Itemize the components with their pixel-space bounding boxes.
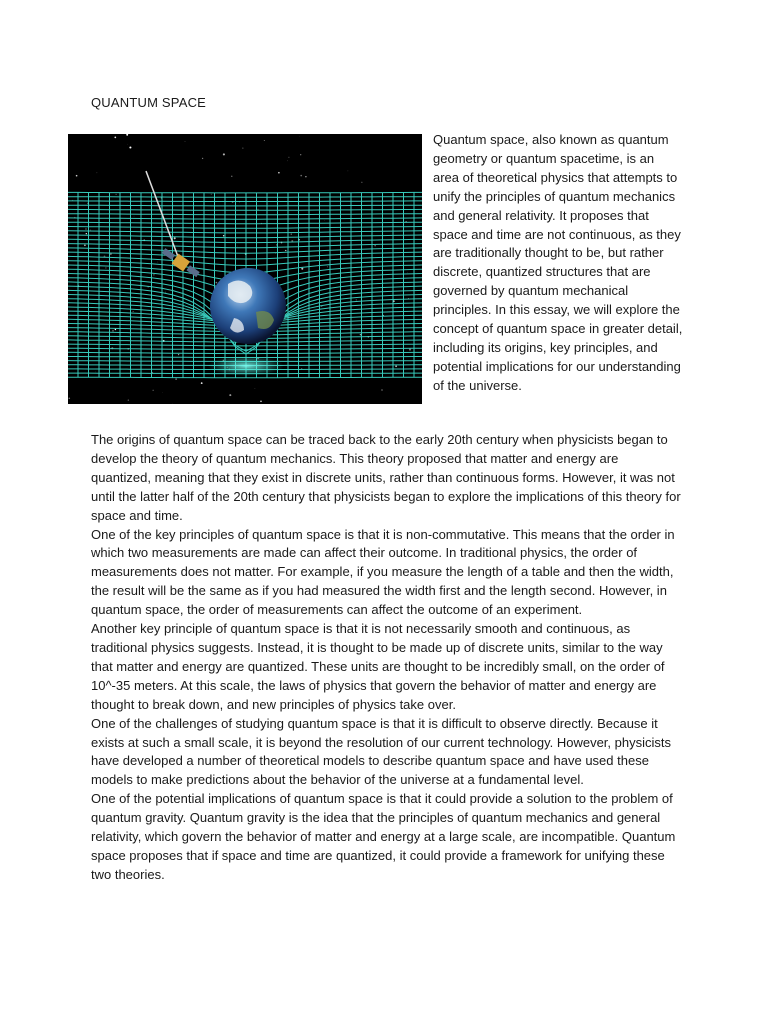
star: [242, 148, 243, 149]
star: [375, 245, 376, 246]
star: [223, 153, 225, 155]
star: [174, 237, 176, 239]
star: [300, 175, 302, 177]
star: [255, 388, 256, 389]
star: [257, 209, 258, 210]
star: [278, 172, 280, 174]
star: [90, 230, 91, 231]
earth-globe: [210, 268, 286, 344]
star: [115, 329, 116, 330]
star: [223, 235, 224, 236]
star: [285, 250, 286, 251]
paragraph: One of the potential implications of quantum space is that it could provide a solution to the problem of quantum gravity. Quantum gravity is the idea that the principles of quantum mechanics and general relativity, which govern the behavior of matter and energy at a large scale, are incompatible. Quantum space proposes that if space and time are quantized, it could provide a framework for unifying these two theories.: [91, 791, 676, 882]
page-title: QUANTUM SPACE: [91, 95, 207, 110]
star: [361, 182, 362, 183]
star: [153, 274, 154, 275]
star: [129, 146, 131, 148]
essay-body: [91, 431, 681, 885]
star: [158, 262, 159, 263]
star: [360, 334, 361, 335]
star: [231, 176, 232, 177]
spacetime-illustration: [68, 134, 422, 404]
star: [114, 137, 116, 139]
star: [291, 234, 292, 235]
star: [105, 267, 106, 268]
star: [95, 372, 96, 373]
star: [321, 306, 322, 307]
star: [133, 311, 134, 312]
star: [356, 299, 357, 300]
star: [395, 365, 397, 367]
star: [348, 171, 349, 172]
star: [288, 157, 289, 158]
star: [327, 266, 328, 267]
star: [165, 229, 166, 230]
star: [216, 282, 218, 284]
star: [300, 154, 301, 155]
star: [260, 401, 262, 403]
star: [211, 194, 212, 195]
star: [409, 349, 411, 351]
star: [305, 176, 306, 177]
star: [153, 390, 154, 391]
paragraph: One of the challenges of studying quantum space is that it is difficult to observe directly. Because it exists at such a small scale, it is beyond the resolution of our current technology. However, physicists have developed a number of theoretical models to describe quantum space and have used these models to make predictions about the behavior of the universe at a fundamental level.: [91, 715, 671, 788]
paragraph: Another key principle of quantum space is that it is not necessarily smooth and continuous, as traditional physics suggests. Instead, it is thought to be made up of discrete units, similar to the way that matter and energy are quantized. These units are thought to be incredibly small, on the order of 10^-35 meters. At this scale, the laws of physics that govern the behavior of matter and energy are thought to break down, and new principles of physics take over.: [91, 621, 665, 712]
star: [381, 389, 382, 390]
star: [86, 233, 87, 234]
star: [69, 397, 71, 399]
star: [229, 394, 231, 396]
paragraph: The origins of quantum space can be traced back to the early 20th century when physicists began to develop the theory of quantum mechanics. This theory proposed that matter and energy are quantized, meaning that they exist in discrete units, rather than continuous forms. However, it was not until the latter half of the 20th century that physicists began to explore the implications of this theory for space and time.: [91, 432, 681, 523]
spacetime-grid-image: [68, 134, 422, 404]
star: [97, 172, 98, 173]
star: [264, 140, 265, 141]
star: [178, 354, 179, 355]
star: [201, 382, 203, 384]
star: [202, 158, 203, 159]
star: [127, 144, 128, 145]
star: [301, 268, 303, 270]
star: [128, 400, 129, 401]
star: [84, 244, 86, 246]
star: [185, 141, 186, 142]
star: [175, 378, 176, 379]
paragraph: One of the key principles of quantum space is that it is non-commutative. This means that the order in which two measurements are made can affect their outcome. In traditional physics, the order of measurements does not matter. For example, if you measure the length of a table and then the width, the result will be the same as if you had measured the width first and the length second. However, in quantum space, the order of measurements can affect the outcome of an experiment.: [91, 526, 675, 618]
star: [287, 161, 288, 162]
star: [112, 330, 114, 332]
star: [76, 175, 78, 177]
star: [115, 194, 116, 195]
star: [165, 292, 166, 293]
star: [85, 228, 86, 229]
intro-paragraph: Quantum space, also known as quantum geometry or quantum spacetime, is an area of theoretical physics that attempts to unify the principles of quantum mechanics and general relativity. It proposes that space and time are not continuous, as they are traditionally thought to be, but rather discrete, quantized structures that are governed by quantum mechanical principles. In this essay, we will explore the concept of quantum space in greater detail, including its origins, key principles, and potential implications for our understanding of the universe.: [433, 132, 683, 393]
